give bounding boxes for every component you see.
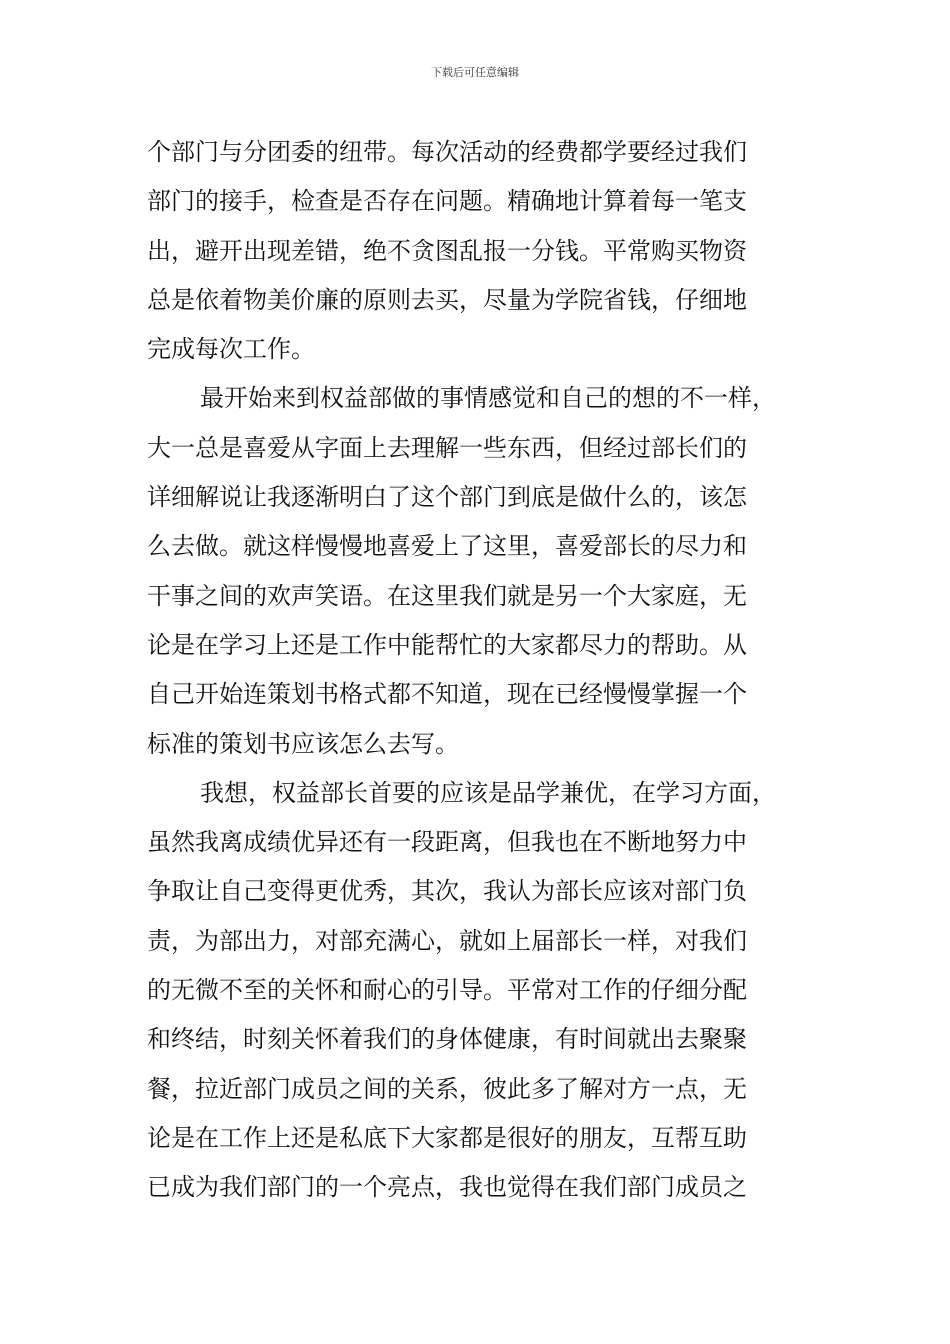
- text-line: 标准的策划书应该怎么去写。: [147, 729, 459, 758]
- text-line: 干事之间的欢声笑语。在这里我们就是另一个大家庭，无: [147, 581, 747, 610]
- text-line: 出，避开出现差错，绝不贪图乱报一分钱。平常购买物资: [147, 236, 747, 265]
- text-line: 我想，权益部长首要的应该是品学兼优，在学习方面，: [200, 778, 776, 807]
- text-line: 自己开始连策划书格式都不知道，现在已经慢慢掌握一个: [147, 680, 747, 709]
- text-line: 个部门与分团委的纽带。每次活动的经费都学要经过我们: [147, 138, 747, 166]
- text-line: 和终结，时刻关怀着我们的身体健康，有时间就出去聚聚: [147, 1025, 747, 1054]
- text-line: 论是在工作上还是私底下大家都是很好的朋友，互帮互助: [147, 1123, 747, 1152]
- page-header: 下载后可任意编辑: [431, 66, 519, 79]
- text-line: 部门的接手，检查是否存在问题。精确地计算着每一笔支: [147, 187, 747, 216]
- text-line: 餐，拉近部门成员之间的关系，彼此多了解对方一点，无: [147, 1074, 747, 1103]
- text-line: 么去做。就这样慢慢地喜爱上了这里，喜爱部长的尽力和: [147, 532, 747, 561]
- text-line: 责，为部出力，对部充满心，就如上届部长一样，对我们: [147, 926, 747, 955]
- text-line: 完成每次工作。: [147, 335, 315, 364]
- text-line: 详细解说让我逐渐明白了这个部门到底是做什么的，该怎: [147, 483, 747, 512]
- text-line: 总是依着物美价廉的原则去买，尽量为学院省钱，仔细地: [147, 285, 747, 314]
- text-line: 的无微不至的关怀和耐心的引导。平常对工作的仔细分配: [147, 976, 747, 1005]
- text-line: 最开始来到权益部做的事情感觉和自己的想的不一样，: [200, 384, 776, 413]
- text-line: 已成为我们部门的一个亮点，我也觉得在我们部门成员之: [147, 1173, 747, 1202]
- text-line: 论是在学习上还是工作中能帮忙的大家都尽力的帮助。从: [147, 630, 747, 659]
- document-body: [147, 128, 827, 1213]
- text-line: 大一总是喜爱从字面上去理解一些东西，但经过部长们的: [147, 433, 747, 462]
- text-line: 争取让自己变得更优秀，其次，我认为部长应该对部门负: [147, 877, 747, 906]
- text-line: 虽然我离成绩优异还有一段距离，但我也在不断地努力中: [147, 828, 747, 857]
